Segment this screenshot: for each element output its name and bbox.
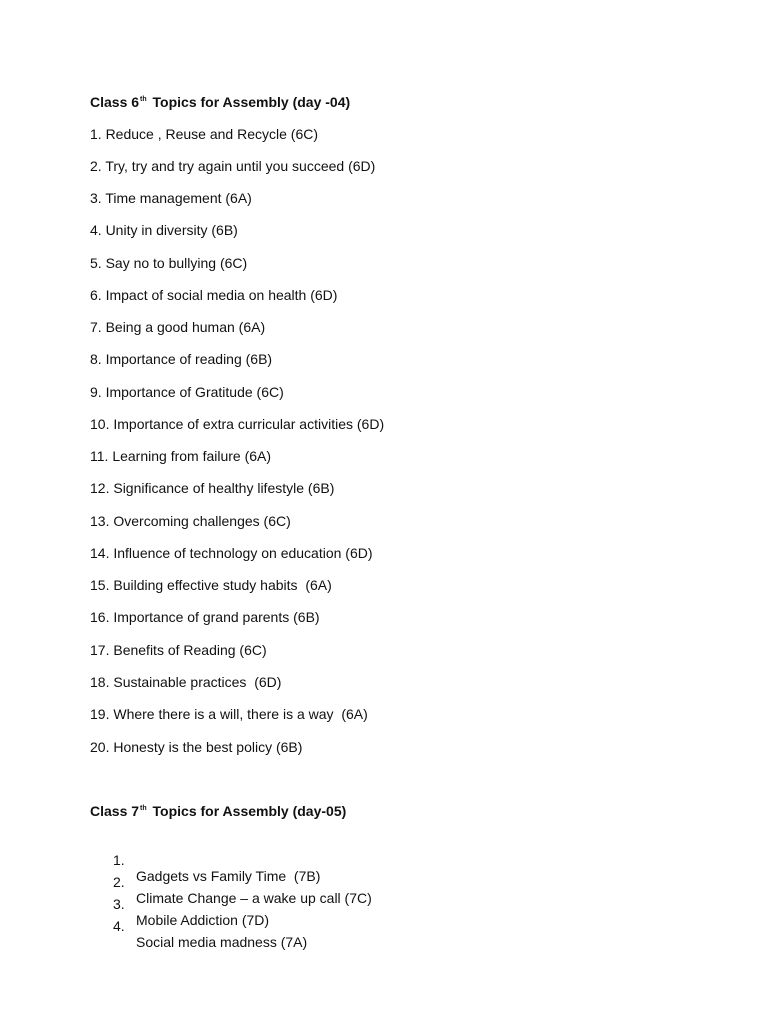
- class-6-topic-item: 10. Importance of extra curricular activities (6D): [90, 416, 385, 432]
- class-7-heading-prefix: Class 7: [90, 803, 140, 819]
- class-6-heading-suffix: Topics for Assembly (day -04): [148, 94, 351, 110]
- list-number: 1.: [113, 852, 125, 868]
- class-6-topic-item: 7. Being a good human (6A): [90, 319, 266, 335]
- class-6-topic-item: 2. Try, try and try again until you succeed (6D): [90, 158, 376, 174]
- class-6-topic-item: 12. Significance of healthy lifestyle (6B): [90, 480, 335, 496]
- list-text: Climate Change – a wake up call (7C): [136, 890, 372, 906]
- class-6-topic-item: 19. Where there is a will, there is a way (6A): [90, 706, 368, 722]
- class-6-topic-item: 13. Overcoming challenges (6C): [90, 513, 291, 529]
- class-6-topic-item: 1. Reduce , Reuse and Recycle (6C): [90, 126, 318, 142]
- class-6-heading: [90, 94, 350, 110]
- list-text: Mobile Addiction (7D): [136, 912, 270, 928]
- class-6-topic-item: 17. Benefits of Reading (6C): [90, 642, 267, 658]
- class-6-topic-item: 20. Honesty is the best policy (6B): [90, 739, 303, 755]
- list-text: Social media madness (7A): [136, 934, 308, 950]
- list-number: 2.: [113, 874, 125, 890]
- class-6-topic-item: 16. Importance of grand parents (6B): [90, 609, 320, 625]
- class-6-heading-prefix: Class 6: [90, 94, 140, 110]
- list-text: Gadgets vs Family Time (7B): [136, 868, 321, 884]
- class-6-topic-item: 18. Sustainable practices (6D): [90, 674, 282, 690]
- class-6-topic-item: 9. Importance of Gratitude (6C): [90, 384, 284, 400]
- class-6-heading-sup: th: [140, 96, 147, 103]
- class-6-topic-item: 14. Influence of technology on education (6D): [90, 545, 373, 561]
- class-6-topic-item: 3. Time management (6A): [90, 190, 252, 206]
- class-7-heading: [90, 803, 346, 819]
- class-7-heading-sup: th: [140, 805, 147, 812]
- class-6-topic-item: 15. Building effective study habits (6A): [90, 577, 332, 593]
- class-6-topic-item: 8. Importance of reading (6B): [90, 351, 273, 367]
- class-7-heading-suffix: Topics for Assembly (day-05): [148, 803, 347, 819]
- class-6-topic-item: 4. Unity in diversity (6B): [90, 222, 238, 238]
- class-6-topic-item: 5. Say no to bullying (6C): [90, 255, 248, 271]
- class-6-topic-item: 6. Impact of social media on health (6D): [90, 287, 338, 303]
- class-6-topic-item: 11. Learning from failure (6A): [90, 448, 272, 464]
- list-number: 3.: [113, 896, 125, 912]
- list-number: 4.: [113, 918, 125, 934]
